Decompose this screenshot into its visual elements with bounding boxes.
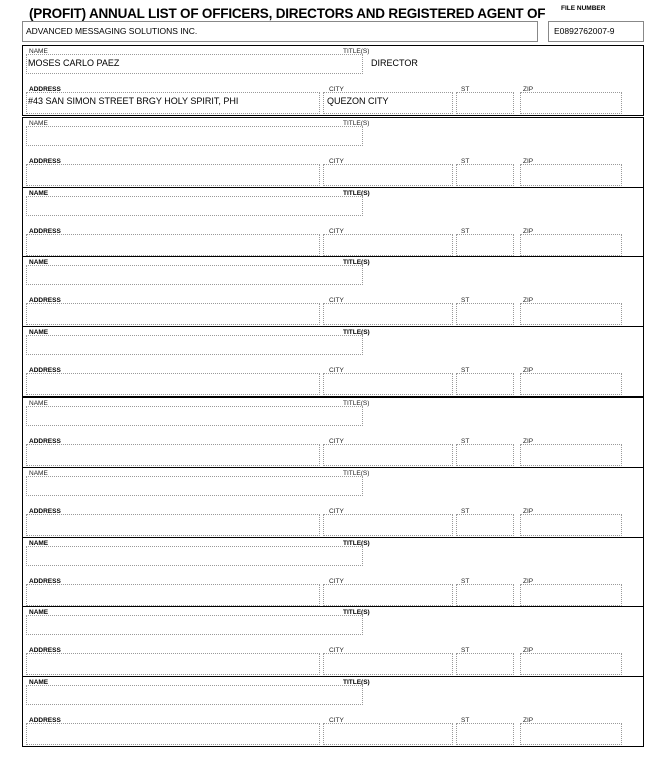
officer-record	[22, 45, 644, 116]
zip-field[interactable]	[520, 653, 622, 675]
zip-label: ZIP	[523, 228, 534, 235]
city-label: CITY	[329, 438, 344, 445]
name-label: NAME	[29, 329, 49, 336]
file-number-value: E0892762007-9	[554, 26, 615, 36]
city-field[interactable]	[323, 653, 453, 675]
officer-record	[22, 467, 644, 538]
address-label: ADDRESS	[29, 158, 61, 165]
officer-name-field[interactable]	[26, 685, 363, 705]
city-value: QUEZON CITY	[327, 96, 389, 106]
zip-label: ZIP	[523, 367, 534, 374]
address-field[interactable]	[26, 653, 320, 675]
zip-field[interactable]	[520, 234, 622, 256]
city-label: CITY	[329, 508, 344, 515]
name-label: NAME	[29, 679, 49, 686]
name-label: NAME	[29, 540, 49, 547]
file-number-field[interactable]	[548, 21, 644, 42]
zip-field[interactable]	[520, 303, 622, 325]
state-label: ST	[461, 717, 470, 724]
title-label: TITLE(S)	[343, 609, 370, 616]
state-label: ST	[461, 578, 470, 585]
name-label: NAME	[29, 400, 48, 407]
state-label: ST	[461, 367, 470, 374]
officer-record	[22, 397, 644, 468]
city-field[interactable]	[323, 303, 453, 325]
zip-label: ZIP	[523, 578, 534, 585]
zip-label: ZIP	[523, 717, 534, 724]
city-label: CITY	[329, 297, 344, 304]
state-field[interactable]	[456, 234, 514, 256]
city-field[interactable]	[323, 373, 453, 395]
address-field[interactable]	[26, 373, 320, 395]
city-field[interactable]	[323, 444, 453, 466]
address-field[interactable]	[26, 303, 320, 325]
city-label: CITY	[329, 578, 344, 585]
state-field[interactable]	[456, 303, 514, 325]
state-label: ST	[461, 438, 470, 445]
state-field[interactable]	[456, 584, 514, 606]
name-label: NAME	[29, 48, 48, 55]
address-label: ADDRESS	[29, 86, 61, 93]
city-label: CITY	[329, 717, 344, 724]
address-field[interactable]	[26, 514, 320, 536]
address-field[interactable]	[26, 234, 320, 256]
address-field[interactable]	[26, 444, 320, 466]
state-field[interactable]	[456, 164, 514, 186]
officer-record	[22, 187, 644, 258]
city-field[interactable]	[323, 164, 453, 186]
title-label: TITLE(S)	[343, 679, 370, 686]
state-field[interactable]	[456, 444, 514, 466]
title-label: TITLE(S)	[343, 329, 370, 336]
title-label: TITLE(S)	[343, 48, 370, 55]
entity-name-field[interactable]	[22, 21, 538, 42]
officer-name-field[interactable]	[26, 406, 363, 426]
city-field[interactable]	[323, 723, 453, 745]
title-label: TITLE(S)	[343, 190, 370, 197]
zip-label: ZIP	[523, 297, 534, 304]
zip-label: ZIP	[523, 86, 534, 93]
state-label: ST	[461, 297, 470, 304]
title-label: TITLE(S)	[343, 120, 370, 127]
city-field[interactable]	[323, 514, 453, 536]
address-label: ADDRESS	[29, 228, 61, 235]
officer-name-value: MOSES CARLO PAEZ	[28, 58, 120, 68]
officer-name-field[interactable]	[26, 476, 363, 496]
zip-field[interactable]	[520, 584, 622, 606]
address-label: ADDRESS	[29, 438, 61, 445]
state-field[interactable]	[456, 653, 514, 675]
city-label: CITY	[329, 86, 344, 93]
address-field[interactable]	[26, 584, 320, 606]
state-label: ST	[461, 647, 470, 654]
form-title: (PROFIT) ANNUAL LIST OF OFFICERS, DIRECTORS AND REGISTERED AGENT OF	[29, 6, 546, 21]
name-label: NAME	[29, 190, 49, 197]
officer-title-value: DIRECTOR	[371, 58, 418, 68]
state-label: ST	[461, 86, 470, 93]
title-label: TITLE(S)	[343, 470, 370, 477]
officer-name-field[interactable]	[26, 335, 363, 355]
name-label: NAME	[29, 120, 48, 127]
officer-name-field[interactable]	[26, 546, 363, 566]
city-label: CITY	[329, 158, 344, 165]
zip-field[interactable]	[520, 373, 622, 395]
address-label: ADDRESS	[29, 578, 61, 585]
entity-name-value: ADVANCED MESSAGING SOLUTIONS INC.	[26, 26, 198, 36]
title-label: TITLE(S)	[343, 400, 370, 407]
name-label: NAME	[29, 259, 49, 266]
officer-record	[22, 606, 644, 677]
city-field[interactable]	[323, 234, 453, 256]
name-label: NAME	[29, 470, 48, 477]
officer-name-field[interactable]	[26, 126, 363, 146]
officer-name-field[interactable]	[26, 196, 363, 216]
city-label: CITY	[329, 228, 344, 235]
title-label: TITLE(S)	[343, 259, 370, 266]
address-label: ADDRESS	[29, 508, 61, 515]
officer-record	[22, 676, 644, 747]
address-field[interactable]	[26, 164, 320, 186]
file-number-label: FILE NUMBER	[561, 5, 606, 12]
state-field[interactable]	[456, 92, 514, 114]
state-label: ST	[461, 158, 470, 165]
zip-field[interactable]	[520, 723, 622, 745]
officer-record	[22, 117, 644, 188]
officer-record	[22, 537, 644, 608]
address-value: #43 SAN SIMON STREET BRGY HOLY SPIRIT, PHI	[28, 96, 239, 106]
address-label: ADDRESS	[29, 367, 61, 374]
zip-field[interactable]	[520, 92, 622, 114]
state-field[interactable]	[456, 514, 514, 536]
city-label: CITY	[329, 647, 344, 654]
state-field[interactable]	[456, 373, 514, 395]
state-field[interactable]	[456, 723, 514, 745]
address-label: ADDRESS	[29, 647, 61, 654]
zip-label: ZIP	[523, 158, 534, 165]
address-field[interactable]	[26, 723, 320, 745]
title-label: TITLE(S)	[343, 540, 370, 547]
state-label: ST	[461, 508, 470, 515]
zip-label: ZIP	[523, 647, 534, 654]
city-label: CITY	[329, 367, 344, 374]
officer-record	[22, 256, 644, 327]
city-field[interactable]	[323, 584, 453, 606]
zip-field[interactable]	[520, 444, 622, 466]
officer-record	[22, 326, 644, 397]
state-label: ST	[461, 228, 470, 235]
zip-field[interactable]	[520, 514, 622, 536]
officer-name-field[interactable]	[26, 615, 363, 635]
address-label: ADDRESS	[29, 297, 61, 304]
zip-field[interactable]	[520, 164, 622, 186]
zip-label: ZIP	[523, 508, 534, 515]
name-label: NAME	[29, 609, 49, 616]
address-label: ADDRESS	[29, 717, 61, 724]
zip-label: ZIP	[523, 438, 534, 445]
officer-name-field[interactable]	[26, 265, 363, 285]
